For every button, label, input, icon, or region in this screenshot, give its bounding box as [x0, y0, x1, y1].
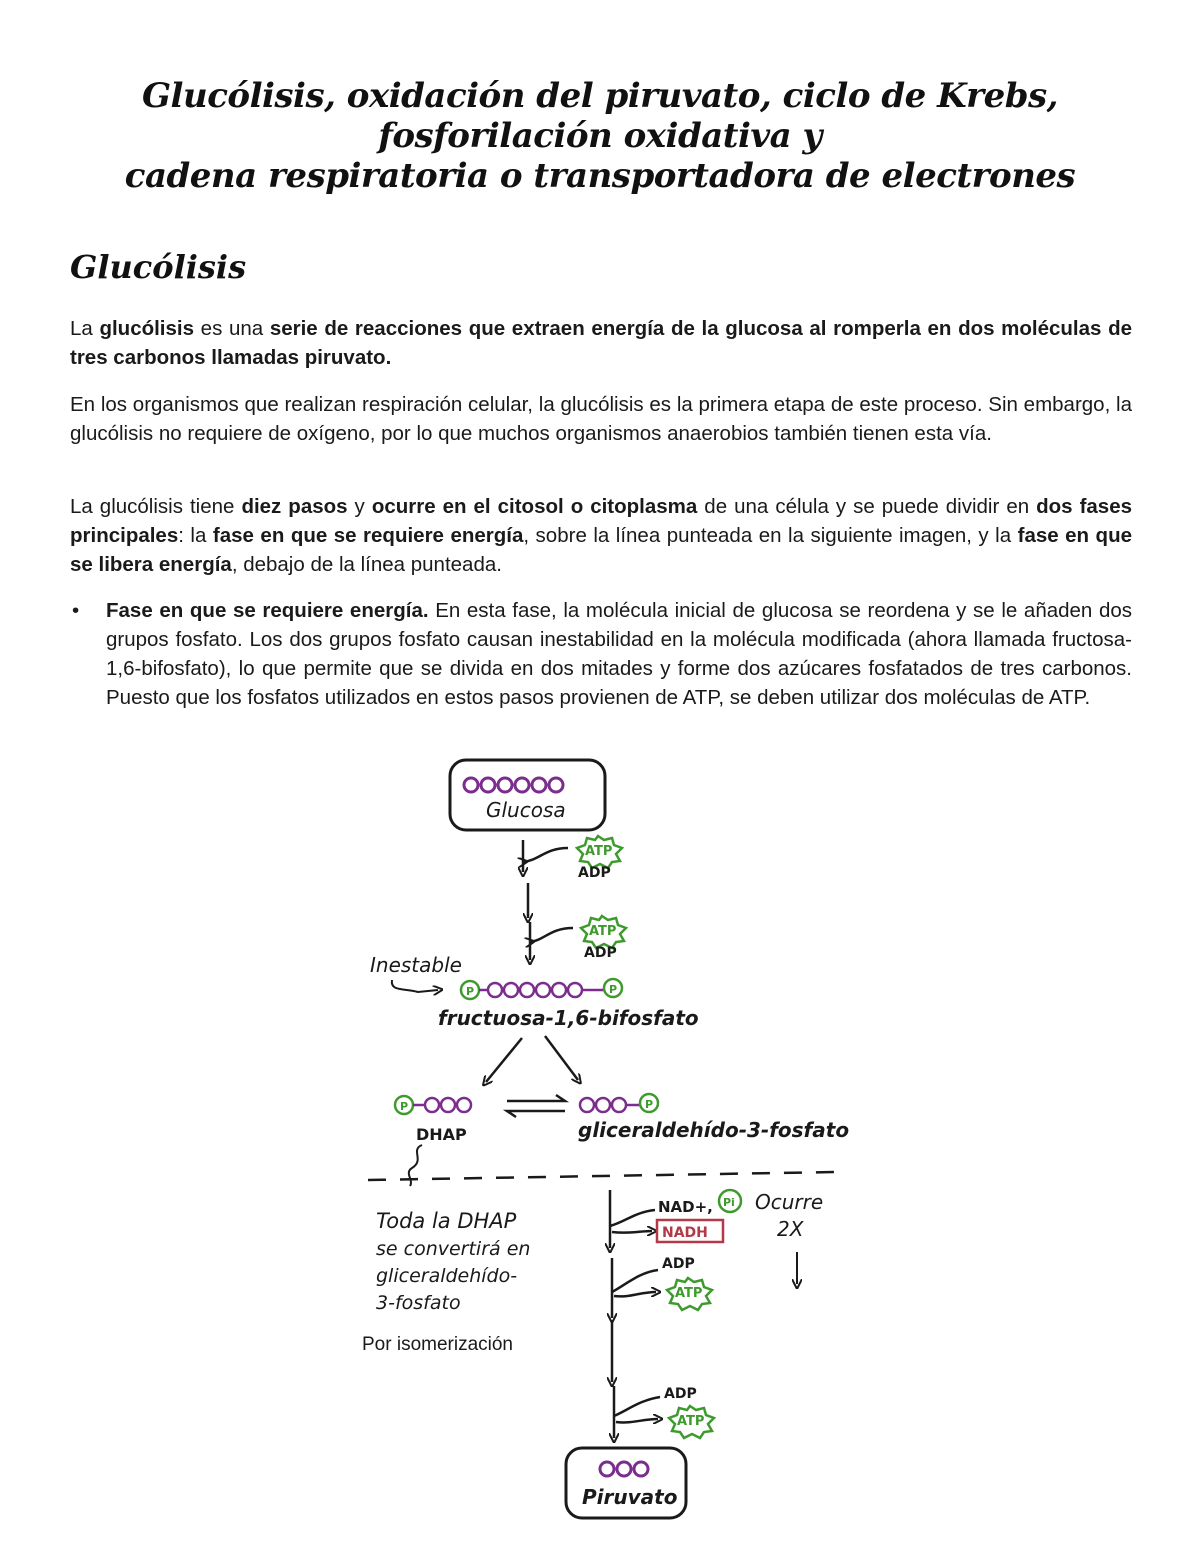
document-title-line-2: cadena respiratoria o transportadora de electrones: [124, 156, 1076, 196]
pyruvate-label: Piruvato: [582, 1485, 678, 1509]
phosphate-label: P: [609, 983, 618, 996]
occurs-label: Ocurre: [755, 1190, 824, 1214]
g3p-molecule: [578, 1094, 849, 1142]
bold-run: fase en que se libera energía: [70, 524, 1133, 576]
adp-label: ADP: [584, 945, 617, 961]
carbon-chain-3: [580, 1098, 626, 1112]
adp-label: ADP: [664, 1386, 697, 1402]
dhap-molecule: [395, 1096, 471, 1144]
step-1-atp-consumption: [523, 836, 622, 881]
bold-run: glucólisis: [99, 317, 195, 340]
carbon-chain-6: [464, 778, 563, 792]
nadh-label: NADH: [662, 1225, 708, 1241]
bold-run: dos fases principales: [70, 495, 1133, 547]
split-arrow-left: [486, 1038, 522, 1082]
carbon-chain-3: [600, 1462, 648, 1476]
dhap-conversion-note: [362, 1209, 530, 1355]
atp-label: ATP: [589, 924, 617, 939]
split-arrow-right: [545, 1036, 578, 1080]
bold-run: serie de reacciones que extraen energía de la glucosa al romperla en dos moléculas de tres carbonos llamadas piruvato.: [70, 317, 1132, 369]
bold-run: fase en que se requiere energía: [212, 524, 524, 547]
twice-label: 2X: [777, 1217, 804, 1241]
text-run: , sobre la línea punteada en la siguiente imagen, y la: [523, 524, 1018, 547]
unstable-note: Inestable: [370, 953, 462, 977]
note-line-1: Toda la DHAP: [376, 1209, 517, 1233]
paragraph-context: En los organismos que realizan respiración celular, la glucólisis es la primera etapa de este proceso. Sin embargo, la glucólisis no requiere de oxígeno, por lo que muchos organismos anaerobios también tienen esta vía.: [70, 393, 1132, 445]
bold-run: Fase en que se requiere energía.: [106, 599, 429, 622]
note-line-4: 3-fosfato: [376, 1292, 461, 1314]
atp-label: ATP: [675, 1286, 703, 1301]
carbon-chain-6: [488, 983, 582, 997]
pyruvate-molecule: [566, 1448, 686, 1518]
phase-divider-dashed-line: [368, 1172, 835, 1180]
text-run: La glucólisis tiene: [70, 495, 242, 518]
phosphate-label: P: [400, 1100, 409, 1113]
text-run: En esta fase, la molécula inicial de glucosa se reordena y se le añaden dos grupos fosfato. Los dos grupos fosfato causan inestabilidad en la molécula modificada (ahora llamada fructosa-1,6-bifosfato), lo que permite que se divida en dos mitades y forme dos azúcares fosfatados de tres carbonos. Puesto que los fosfatos utilizados en estos pasos provienen de ATP, se deben utilizar dos moléculas de ATP.: [106, 599, 1133, 709]
glucose-molecule: [450, 760, 605, 830]
occurs-twice-note: [755, 1190, 823, 1284]
bullet-marker: •: [72, 599, 80, 622]
atp-label: ATP: [677, 1414, 705, 1429]
pi-label: Pi: [723, 1196, 735, 1209]
g3p-label: gliceraldehído-3-fosfato: [578, 1118, 850, 1142]
text-run: , debajo de la línea punteada.: [231, 553, 502, 576]
fructose-label: fructuosa-1,6-bifosfato: [438, 1006, 699, 1030]
dhap-label: DHAP: [416, 1125, 467, 1144]
equilibrium-arrows: [507, 1095, 565, 1117]
glucose-label: Glucosa: [486, 798, 566, 822]
phosphate-label: P: [466, 985, 475, 998]
adp-label: ADP: [662, 1256, 695, 1272]
adp-label: ADP: [578, 865, 611, 881]
text-run: y: [347, 495, 372, 518]
text-run: de una célula y se puede dividir en: [697, 495, 1037, 518]
section-heading: Glucólisis: [70, 248, 247, 286]
fructose-bisphosphate-molecule: [438, 979, 699, 1030]
bold-run: ocurre en el citosol o citoplasma: [371, 495, 698, 518]
isomerization-label: Por isomerización: [362, 1334, 513, 1355]
step-3-atp-consumption: [530, 916, 626, 961]
document-title-line-1: Glucólisis, oxidación del piruvato, ciclo de Krebs, fosforilación oxidativa y: [142, 76, 1058, 156]
carbon-chain-3: [425, 1098, 471, 1112]
atp-label: ATP: [585, 844, 613, 859]
text-run: es una: [194, 317, 270, 340]
text-run: La: [70, 317, 100, 340]
bold-run: diez pasos: [241, 495, 348, 518]
step-6-nadh-production: [610, 1190, 741, 1248]
step-7-atp-production: [612, 1256, 712, 1318]
nad-label: NAD+,: [658, 1198, 713, 1216]
text-run: : la: [178, 524, 213, 547]
unstable-pointer-arrow: [392, 980, 438, 992]
note-line-3: gliceraldehído-: [376, 1265, 518, 1287]
note-line-2: se convertirá en: [376, 1238, 531, 1260]
step-10-atp-production: [614, 1386, 714, 1438]
phosphate-label: P: [645, 1098, 654, 1111]
